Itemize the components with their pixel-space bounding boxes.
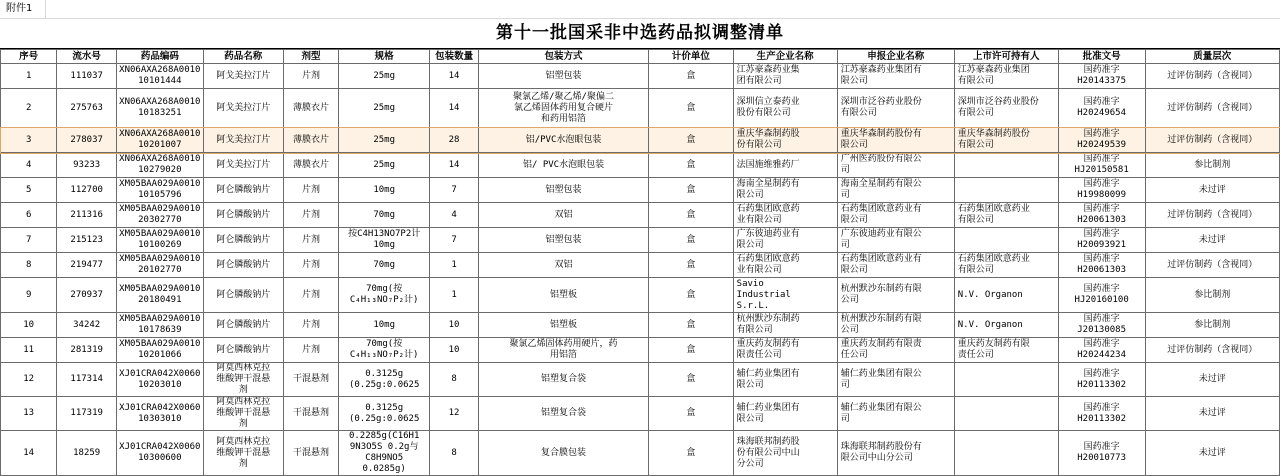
cell-manufacturer[interactable]: 江苏豪森药业集 团有限公司 [733, 64, 837, 89]
cell-quality-level[interactable]: 未过评 [1145, 228, 1280, 253]
cell-spec[interactable]: 70mg(按 C₄H₁₃NO₇P₂计) [339, 278, 430, 313]
table-row[interactable] [1, 89, 1280, 128]
cell-mah[interactable]: 重庆药友制药有限 责任公司 [954, 338, 1058, 363]
cell-packaging[interactable]: 聚氯乙烯固体药用硬片，药 用铝箔 [478, 338, 648, 363]
cell-drug-code[interactable]: XN06AXA268A0010 10201007 [116, 128, 203, 153]
cell-serial-no[interactable]: 278037 [57, 128, 117, 153]
table-row[interactable] [1, 228, 1280, 253]
cell-approval-no[interactable]: 国药准字 H20061303 [1058, 203, 1145, 228]
cell-spec[interactable]: 10mg [339, 313, 430, 338]
header-mah[interactable]: 上市许可持有人 [954, 50, 1058, 64]
cell-pack-qty[interactable]: 10 [430, 313, 479, 338]
cell-approval-no[interactable]: 国药准字 H20061303 [1058, 253, 1145, 278]
table-row[interactable] [1, 203, 1280, 228]
cell-unit[interactable]: 盒 [649, 153, 734, 178]
cell-mah[interactable] [954, 178, 1058, 203]
cell-spec[interactable]: 70mg [339, 253, 430, 278]
cell-dosage-form[interactable]: 薄膜衣片 [283, 89, 338, 128]
cell-spec[interactable]: 0.3125g (0.25g:0.0625 [339, 363, 430, 397]
cell-dosage-form[interactable]: 干混悬剂 [283, 363, 338, 397]
cell-pack-qty[interactable]: 14 [430, 64, 479, 89]
cell-unit[interactable]: 盒 [649, 128, 734, 153]
cell-seq[interactable]: 6 [1, 203, 57, 228]
cell-manufacturer[interactable]: 重庆药友制药有 限责任公司 [733, 338, 837, 363]
cell-drug-name[interactable]: 阿戈美拉汀片 [203, 89, 283, 128]
cell-seq[interactable]: 12 [1, 363, 57, 397]
cell-packaging[interactable]: 铝塑复合袋 [478, 363, 648, 397]
cell-packaging[interactable]: 双铝 [478, 203, 648, 228]
cell-packaging[interactable]: 铝塑包装 [478, 228, 648, 253]
cell-serial-no[interactable]: 111037 [57, 64, 117, 89]
cell-mah[interactable] [954, 431, 1058, 476]
cell-serial-no[interactable]: 117319 [57, 397, 117, 431]
cell-approval-no[interactable]: 国药准字 HJ20150581 [1058, 153, 1145, 178]
cell-spec[interactable]: 按C4H13NO7P2计 10mg [339, 228, 430, 253]
header-applicant[interactable]: 申报企业名称 [837, 50, 954, 64]
header-spec[interactable]: 规格 [339, 50, 430, 64]
cell-spec[interactable]: 70mg(按 C₄H₁₃NO₇P₂计) [339, 338, 430, 363]
cell-quality-level[interactable]: 未过评 [1145, 397, 1280, 431]
cell-drug-code[interactable]: XJ01CRA042X0060 10303010 [116, 397, 203, 431]
cell-dosage-form[interactable]: 片剂 [283, 178, 338, 203]
table-row[interactable] [1, 431, 1280, 476]
cell-manufacturer[interactable]: 重庆华森制药股 份有限公司 [733, 128, 837, 153]
cell-seq[interactable]: 5 [1, 178, 57, 203]
cell-applicant[interactable]: 深圳市泛谷药业股份 有限公司 [837, 89, 954, 128]
cell-mah[interactable] [954, 363, 1058, 397]
cell-drug-name[interactable]: 阿仑膦酸钠片 [203, 313, 283, 338]
cell-serial-no[interactable]: 215123 [57, 228, 117, 253]
cell-spec[interactable]: 25mg [339, 153, 430, 178]
cell-applicant[interactable]: 海南全星制药有限公 司 [837, 178, 954, 203]
cell-unit[interactable]: 盒 [649, 313, 734, 338]
cell-unit[interactable]: 盒 [649, 89, 734, 128]
cell-dosage-form[interactable]: 干混悬剂 [283, 431, 338, 476]
sheet-title[interactable]: 第十一批国采非中选药品拟调整清单 [496, 23, 784, 43]
cell-approval-no[interactable]: 国药准字 H20143375 [1058, 64, 1145, 89]
cell-applicant[interactable]: 江苏豪森药业集团有 限公司 [837, 64, 954, 89]
cell-spec[interactable]: 70mg [339, 203, 430, 228]
cell-packaging[interactable]: 铝/ PVC水泡眼包装 [478, 153, 648, 178]
table-row[interactable] [1, 313, 1280, 338]
cell-quality-level[interactable]: 参比制剂 [1145, 278, 1280, 313]
cell-mah[interactable] [954, 397, 1058, 431]
cell-drug-name[interactable]: 阿仑膦酸钠片 [203, 278, 283, 313]
cell-drug-code[interactable]: XM05BAA029A0010 20102770 [116, 253, 203, 278]
cell-pack-qty[interactable]: 1 [430, 278, 479, 313]
cell-seq[interactable]: 4 [1, 153, 57, 178]
cell-quality-level[interactable]: 参比制剂 [1145, 313, 1280, 338]
cell-spec[interactable]: 10mg [339, 178, 430, 203]
cell-manufacturer[interactable]: 辅仁药业集团有 限公司 [733, 397, 837, 431]
cell-dosage-form[interactable]: 片剂 [283, 253, 338, 278]
cell-serial-no[interactable]: 211316 [57, 203, 117, 228]
cell-dosage-form[interactable]: 片剂 [283, 278, 338, 313]
cell-packaging[interactable]: 铝塑板 [478, 313, 648, 338]
cell-drug-code[interactable]: XM05BAA029A0010 20302770 [116, 203, 203, 228]
cell-packaging[interactable]: 铝塑包装 [478, 178, 648, 203]
cell-serial-no[interactable]: 281319 [57, 338, 117, 363]
cell-packaging[interactable]: 铝/PVC水泡眼包装 [478, 128, 648, 153]
cell-pack-qty[interactable]: 10 [430, 338, 479, 363]
cell-mah[interactable]: 石药集团欧意药业 有限公司 [954, 253, 1058, 278]
attachment-row [0, 0, 1280, 19]
cell-drug-name[interactable]: 阿戈美拉汀片 [203, 153, 283, 178]
cell-quality-level[interactable]: 未过评 [1145, 178, 1280, 203]
cell-quality-level[interactable]: 过评仿制药（含视同） [1145, 128, 1280, 153]
cell-manufacturer[interactable]: 广东彼迪药业有 限公司 [733, 228, 837, 253]
cell-packaging[interactable]: 复合膜包装 [478, 431, 648, 476]
cell-pack-qty[interactable]: 4 [430, 203, 479, 228]
cell-pack-qty[interactable]: 12 [430, 397, 479, 431]
cell-applicant[interactable]: 辅仁药业集团有限公 司 [837, 363, 954, 397]
cell-manufacturer[interactable]: 杭州默沙东制药 有限公司 [733, 313, 837, 338]
header-row [1, 50, 1280, 64]
table-row[interactable] [1, 278, 1280, 313]
cell-seq[interactable]: 1 [1, 64, 57, 89]
cell-approval-no[interactable]: 国药准字 H20113302 [1058, 363, 1145, 397]
cell-mah[interactable] [954, 153, 1058, 178]
cell-serial-no[interactable]: 112700 [57, 178, 117, 203]
cell-mah[interactable]: 江苏豪森药业集团 有限公司 [954, 64, 1058, 89]
cell-serial-no[interactable]: 34242 [57, 313, 117, 338]
cell-spec[interactable]: 0.2285g(C16H1 9N3O5S 0.2g与 C8H9NO5 0.0285g) [339, 431, 430, 476]
cell-seq[interactable]: 9 [1, 278, 57, 313]
cell-approval-no[interactable]: 国药准字 H19980099 [1058, 178, 1145, 203]
cell-drug-name[interactable]: 阿仑膦酸钠片 [203, 203, 283, 228]
cell-spec[interactable]: 25mg [339, 64, 430, 89]
cell-pack-qty[interactable]: 14 [430, 89, 479, 128]
cell-drug-code[interactable]: XM05BAA029A0010 10105796 [116, 178, 203, 203]
table-row[interactable] [1, 363, 1280, 397]
header-pack-qty[interactable]: 包装数量 [430, 50, 479, 64]
cell-applicant[interactable]: 石药集团欧意药业有 限公司 [837, 253, 954, 278]
cell-unit[interactable]: 盒 [649, 338, 734, 363]
cell-drug-name[interactable]: 阿莫西林克拉 维酸钾干混悬 剂 [203, 431, 283, 476]
cell-unit[interactable]: 盒 [649, 278, 734, 313]
cell-quality-level[interactable]: 未过评 [1145, 431, 1280, 476]
cell-unit[interactable]: 盒 [649, 253, 734, 278]
cell-approval-no[interactable]: 国药准字 H20093921 [1058, 228, 1145, 253]
header-packaging[interactable]: 包装方式 [478, 50, 648, 64]
cell-drug-name[interactable]: 阿莫西林克拉 维酸钾干混悬 剂 [203, 397, 283, 431]
cell-pack-qty[interactable]: 8 [430, 363, 479, 397]
table-row[interactable] [1, 253, 1280, 278]
cell-mah[interactable]: N.V. Organon [954, 278, 1058, 313]
cell-approval-no[interactable]: 国药准字 J20130085 [1058, 313, 1145, 338]
table-row[interactable] [1, 397, 1280, 431]
cell-serial-no[interactable]: 18259 [57, 431, 117, 476]
cell-applicant[interactable]: 重庆华森制药股份有 限公司 [837, 128, 954, 153]
cell-drug-code[interactable]: XM05BAA029A0010 10201066 [116, 338, 203, 363]
cell-manufacturer[interactable]: 珠海联邦制药股 份有限公司中山 分公司 [733, 431, 837, 476]
cell-pack-qty[interactable]: 14 [430, 153, 479, 178]
cell-drug-name[interactable]: 阿戈美拉汀片 [203, 128, 283, 153]
cell-dosage-form[interactable]: 片剂 [283, 338, 338, 363]
header-quality-level[interactable]: 质量层次 [1145, 50, 1280, 64]
cell-manufacturer[interactable]: 深圳信立泰药业 股份有限公司 [733, 89, 837, 128]
title-row [0, 18, 1280, 49]
cell-serial-no[interactable]: 275763 [57, 89, 117, 128]
cell-approval-no[interactable]: 国药准字 H20113302 [1058, 397, 1145, 431]
cell-drug-name[interactable]: 阿仑膦酸钠片 [203, 228, 283, 253]
cell-dosage-form[interactable]: 片剂 [283, 203, 338, 228]
cell-approval-no[interactable]: 国药准字 HJ20160100 [1058, 278, 1145, 313]
cell-pack-qty[interactable]: 1 [430, 253, 479, 278]
cell-dosage-form[interactable]: 薄膜衣片 [283, 153, 338, 178]
header-drug-code[interactable]: 药品编码 [116, 50, 203, 64]
cell-drug-code[interactable]: XN06AXA268A0010 10101444 [116, 64, 203, 89]
cell-unit[interactable]: 盒 [649, 228, 734, 253]
cell-dosage-form[interactable]: 干混悬剂 [283, 397, 338, 431]
cell-manufacturer[interactable]: Savio Industrial S.r.L. [733, 278, 837, 313]
cell-unit[interactable]: 盒 [649, 431, 734, 476]
cell-drug-code[interactable]: XJ01CRA042X0060 10300600 [116, 431, 203, 476]
cell-serial-no[interactable]: 117314 [57, 363, 117, 397]
cell-mah[interactable]: 深圳市泛谷药业股份 有限公司 [954, 89, 1058, 128]
cell-serial-no[interactable]: 270937 [57, 278, 117, 313]
cell-mah[interactable] [954, 228, 1058, 253]
cell-quality-level[interactable]: 参比制剂 [1145, 153, 1280, 178]
cell-packaging[interactable]: 铝塑包装 [478, 64, 648, 89]
cell-spec[interactable]: 25mg [339, 89, 430, 128]
cell-drug-name[interactable]: 阿莫西林克拉 维酸钾干混悬 剂 [203, 363, 283, 397]
table-row[interactable] [1, 178, 1280, 203]
cell-unit[interactable]: 盒 [649, 397, 734, 431]
cell-quality-level[interactable]: 过评仿制药（含视同） [1145, 89, 1280, 128]
cell-quality-level[interactable]: 过评仿制药（含视同） [1145, 253, 1280, 278]
cell-unit[interactable]: 盒 [649, 178, 734, 203]
cell-drug-code[interactable]: XM05BAA029A0010 10100269 [116, 228, 203, 253]
cell-spec[interactable]: 25mg [339, 128, 430, 153]
cell-seq[interactable]: 10 [1, 313, 57, 338]
cell-quality-level[interactable]: 过评仿制药（含视同） [1145, 64, 1280, 89]
cell-dosage-form[interactable]: 片剂 [283, 64, 338, 89]
cell-drug-code[interactable]: XM05BAA029A0010 20180491 [116, 278, 203, 313]
cell-unit[interactable]: 盒 [649, 363, 734, 397]
cell-serial-no[interactable]: 219477 [57, 253, 117, 278]
cell-quality-level[interactable]: 未过评 [1145, 363, 1280, 397]
header-serial-no[interactable]: 流水号 [57, 50, 117, 64]
cell-manufacturer[interactable]: 辅仁药业集团有 限公司 [733, 363, 837, 397]
cell-drug-name[interactable]: 阿仑膦酸钠片 [203, 338, 283, 363]
cell-applicant[interactable]: 珠海联邦制药股份有 限公司中山分公司 [837, 431, 954, 476]
cell-applicant[interactable]: 重庆药友制药有限责 任公司 [837, 338, 954, 363]
cell-quality-level[interactable]: 过评仿制药（含视同） [1145, 203, 1280, 228]
cell-unit[interactable]: 盒 [649, 64, 734, 89]
cell-seq[interactable]: 8 [1, 253, 57, 278]
cell-seq[interactable]: 11 [1, 338, 57, 363]
cell-applicant[interactable]: 杭州默沙东制药有限 公司 [837, 278, 954, 313]
cell-approval-no[interactable]: 国药准字 H20244234 [1058, 338, 1145, 363]
cell-mah[interactable]: N.V. Organon [954, 313, 1058, 338]
cell-pack-qty[interactable]: 8 [430, 431, 479, 476]
table-row[interactable] [1, 338, 1280, 363]
cell-seq[interactable]: 3 [1, 128, 57, 153]
cell-drug-code[interactable]: XM05BAA029A0010 10178639 [116, 313, 203, 338]
cell-spec[interactable]: 0.3125g (0.25g:0.0625 [339, 397, 430, 431]
cell-seq[interactable]: 13 [1, 397, 57, 431]
cell-drug-name[interactable]: 阿戈美拉汀片 [203, 64, 283, 89]
cell-drug-code[interactable]: XN06AXA268A0010 10183251 [116, 89, 203, 128]
header-seq[interactable]: 序号 [1, 50, 57, 64]
cell-approval-no[interactable]: 国药准字 H20249654 [1058, 89, 1145, 128]
cell-unit[interactable]: 盒 [649, 203, 734, 228]
cell-drug-name[interactable]: 阿仑膦酸钠片 [203, 178, 283, 203]
header-approval-no[interactable]: 批准文号 [1058, 50, 1145, 64]
cell-serial-no[interactable]: 93233 [57, 153, 117, 178]
cell-pack-qty[interactable]: 28 [430, 128, 479, 153]
cell-dosage-form[interactable]: 片剂 [283, 228, 338, 253]
cell-manufacturer[interactable]: 石药集团欧意药 业有限公司 [733, 253, 837, 278]
table-row[interactable] [1, 64, 1280, 89]
cell-packaging[interactable]: 双铝 [478, 253, 648, 278]
header-unit[interactable]: 计价单位 [649, 50, 734, 64]
cell-applicant[interactable]: 广州医药股份有限公 司 [837, 153, 954, 178]
header-drug-name[interactable]: 药品名称 [203, 50, 283, 64]
table-body [1, 64, 1280, 476]
cell-packaging[interactable]: 聚氯乙烯/聚乙烯/聚偏二 氯乙烯固体药用复合硬片 和药用铝箔 [478, 89, 648, 128]
table-row[interactable] [1, 128, 1280, 153]
cell-drug-code[interactable]: XJ01CRA042X0060 10203010 [116, 363, 203, 397]
cell-seq[interactable]: 2 [1, 89, 57, 128]
cell-pack-qty[interactable]: 7 [430, 228, 479, 253]
table-row[interactable] [1, 153, 1280, 178]
cell-quality-level[interactable]: 过评仿制药（含视同） [1145, 338, 1280, 363]
cell-packaging[interactable]: 铝塑板 [478, 278, 648, 313]
cell-applicant[interactable]: 杭州默沙东制药有限 公司 [837, 313, 954, 338]
cell-manufacturer[interactable]: 石药集团欧意药 业有限公司 [733, 203, 837, 228]
cell-dosage-form[interactable]: 薄膜衣片 [283, 128, 338, 153]
cell-mah[interactable]: 石药集团欧意药业 有限公司 [954, 203, 1058, 228]
cell-packaging[interactable]: 铝塑复合袋 [478, 397, 648, 431]
cell-drug-code[interactable]: XN06AXA268A0010 10279020 [116, 153, 203, 178]
cell-applicant[interactable]: 石药集团欧意药业有 限公司 [837, 203, 954, 228]
cell-seq[interactable]: 7 [1, 228, 57, 253]
cell-seq[interactable]: 14 [1, 431, 57, 476]
cell-dosage-form[interactable]: 片剂 [283, 313, 338, 338]
cell-mah[interactable]: 重庆华森制药股份 有限公司 [954, 128, 1058, 153]
cell-approval-no[interactable]: 国药准字 H20249539 [1058, 128, 1145, 153]
cell-manufacturer[interactable]: 法国施维雅药厂 [733, 153, 837, 178]
cell-applicant[interactable]: 广东彼迪药业有限公 司 [837, 228, 954, 253]
cell-pack-qty[interactable]: 7 [430, 178, 479, 203]
header-dosage-form[interactable]: 剂型 [283, 50, 338, 64]
cell-applicant[interactable]: 辅仁药业集团有限公 司 [837, 397, 954, 431]
cell-manufacturer[interactable]: 海南全星制药有 限公司 [733, 178, 837, 203]
drug-list-table [0, 49, 1280, 476]
attachment-label[interactable]: 附件1 [0, 0, 46, 18]
header-manufacturer[interactable]: 生产企业名称 [733, 50, 837, 64]
cell-drug-name[interactable]: 阿仑膦酸钠片 [203, 253, 283, 278]
cell-approval-no[interactable]: 国药准字 H20010773 [1058, 431, 1145, 476]
